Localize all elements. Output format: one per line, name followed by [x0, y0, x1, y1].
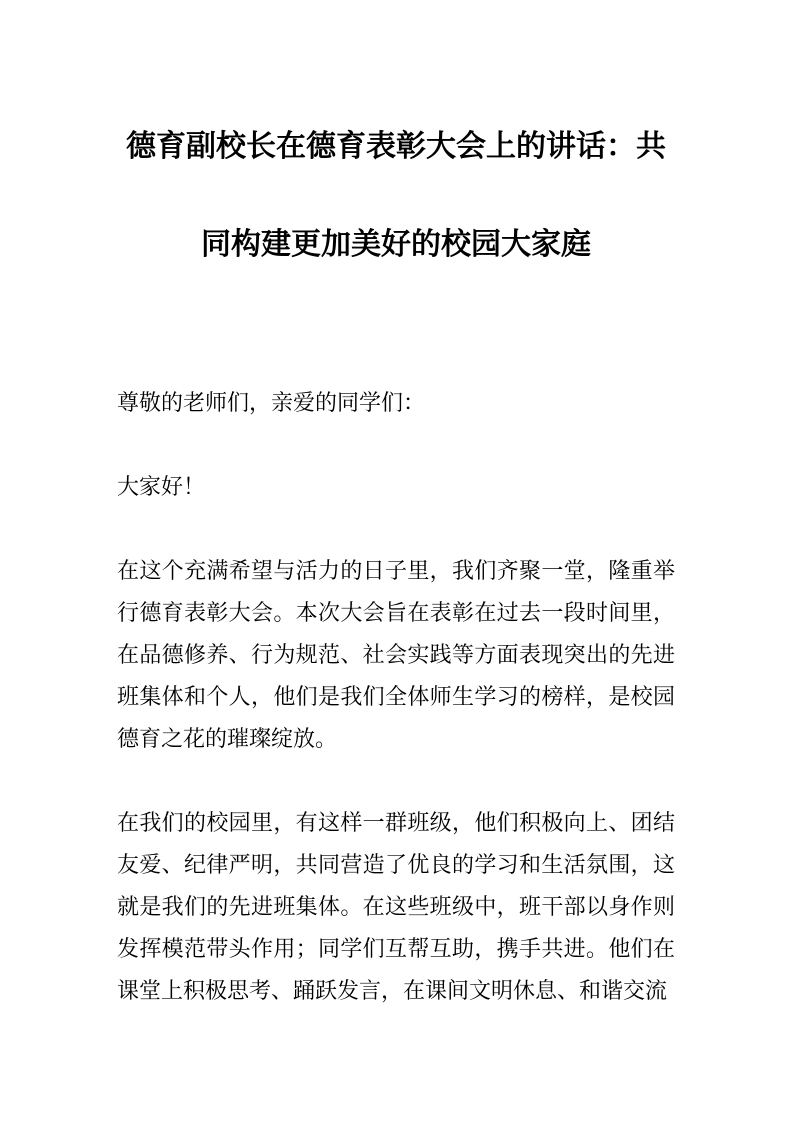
salutation-paragraph: 尊敬的老师们，亲爱的同学们： — [117, 390, 426, 415]
greeting-paragraph: 大家好！ — [117, 474, 206, 499]
body-paragraph-1: 在这个充满希望与活力的日子里，我们齐聚一堂，隆重举行德育表彰大会。本次大会旨在表彰在过去一段时间里，在品德修养、行为规范、社会实践等方面表现突出的先进班集体和个人，他们是我们全体师生学习的榜样，是校园德育之花的璀璨绽放。 — [117, 558, 675, 751]
body-paragraph-2: 在我们的校园里，有这样一群班级，他们积极向上、团结友爱、纪律严明，共同营造了优良的学习和生活氛围，这就是我们的先进班集体。在这些班级中，班干部以身作则发挥模范带头作用；同学们互帮互助，携手共进。他们在课堂上积极思考、踊跃发言，在课间文明休息、和谐交流 — [117, 810, 675, 1003]
document-body — [117, 382, 675, 1012]
document-title: 德育副校长在德育表彰大会上的讲话：共同构建更加美好的校园大家庭 — [126, 130, 666, 261]
